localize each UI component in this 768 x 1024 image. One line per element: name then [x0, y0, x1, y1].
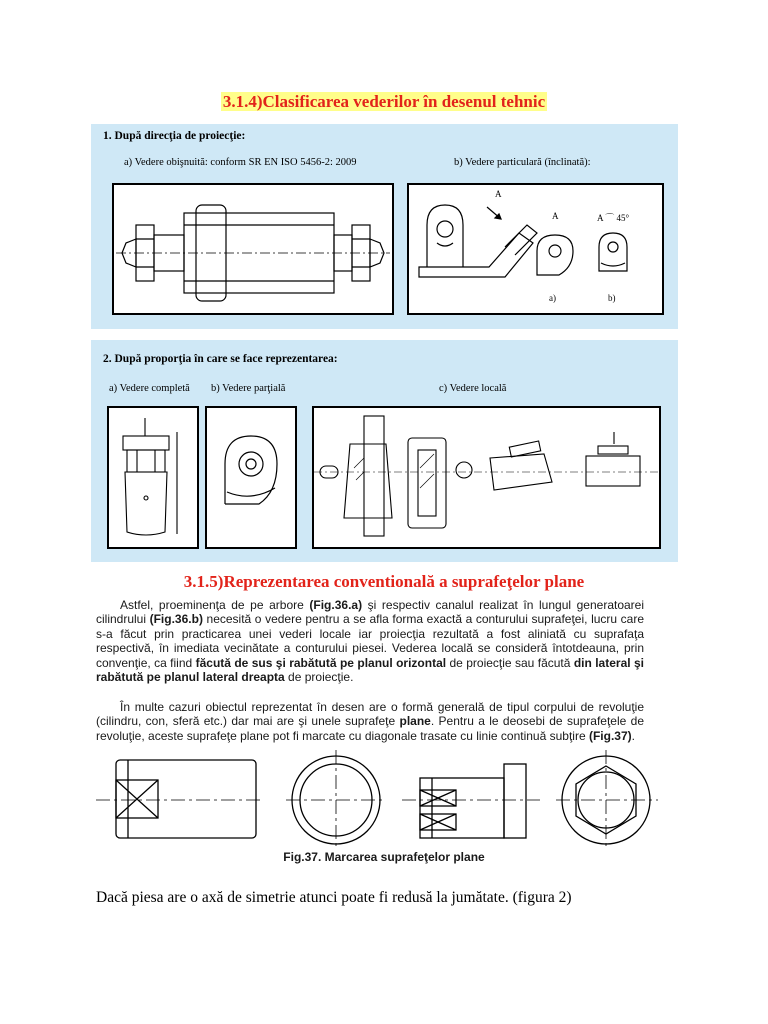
para2-bold-1: plane — [399, 714, 431, 729]
inclined-view-drawing — [409, 185, 662, 313]
paragraph-local-view — [96, 598, 644, 684]
para1-text-1: Astfel, proeminenţa de pe arbore — [120, 598, 310, 612]
paragraph-plane-surfaces — [96, 700, 644, 743]
panel-title: 2. După proporţia în care se face reprezentarea: — [103, 353, 338, 365]
section-heading-views — [0, 92, 768, 112]
figure-37-drawing — [94, 750, 660, 848]
para2-text-3: . — [631, 728, 635, 743]
drawing-frame-ordinary-view — [112, 183, 394, 315]
view-arrow-label: A — [495, 189, 502, 199]
para1-text-5: de proiecţie. — [284, 670, 354, 685]
label-complete-view: a) Vedere completă — [109, 383, 190, 394]
shaft-drawing — [114, 185, 392, 313]
para2-text-1: În multe cazuri obiectul reprezentat în desen are o formă generală de tipul corpului de revoluţie (cilindru, con, sferă etc.) dar mai are şi unele suprafeţe — [96, 700, 644, 729]
view-a-label: A — [552, 211, 559, 221]
panel-projection-direction — [91, 124, 678, 329]
subfig-a-label: a) — [549, 293, 556, 303]
para1-text-4: de proiecţie sau făcută — [446, 655, 574, 670]
drawing-frame-local-view — [312, 406, 661, 549]
para1-bold-1: (Fig.36.a) — [309, 598, 363, 612]
label-local-view: c) Vedere locală — [439, 383, 507, 394]
para1-bold-3: făcută de sus şi rabătută pe planul orizontal — [195, 655, 447, 670]
partial-view-drawing — [207, 408, 295, 547]
drawing-frame-complete-view — [107, 406, 199, 549]
section-heading-plane-surfaces: 3.1.5)Reprezentarea conventională a suprafeţelor plane — [183, 572, 585, 591]
panel-title: 1. După direcţia de proiecţie: — [103, 130, 246, 142]
section-heading-text: 3.1.4)Clasificarea vederilor în desenul tehnic — [222, 92, 546, 111]
para1-text-3: necesită o vedere pentru a se afla forma exactă a conturului suprafeţei, lucru care s-a făcut prin practicarea unei vederi locale iar proiecţia rezultată a fost aliniată cu suprafaţa respectivă, în imediata vecinătate a conturului piesei. Vederea locală se consideră întotdeauna, prin convenţie, ca fiind — [96, 612, 645, 670]
para1-bold-2: (Fig.36.b) — [149, 612, 203, 627]
figure-37-caption: Fig.37. Marcarea suprafeţelor plane — [283, 850, 485, 864]
label-particular-view: b) Vedere particulară (înclinată): — [454, 157, 591, 168]
para1-bold-4: din lateral şi rabătută pe planul lateral dreapta — [96, 655, 644, 685]
label-partial-view: b) Vedere parţială — [211, 383, 286, 394]
local-view-drawing — [314, 408, 659, 547]
panel-representation-proportion — [91, 340, 678, 562]
body-text-symmetry: Dacă piesa are o axă de simetrie atunci poate fi redusă la jumătate. (figura 2) — [96, 889, 572, 906]
para2-bold-2: (Fig.37) — [588, 728, 632, 743]
view-a-rot-label: A ⌒ 45° — [597, 213, 630, 223]
drawing-frame-particular-view — [407, 183, 664, 315]
drawing-frame-partial-view — [205, 406, 297, 549]
para2-text-2: . Pentru a le deosebi de suprafeţele de revoluţie, aceste suprafeţe plane pot fi marcate cu diagonale trasate cu linie continuă subţire — [96, 714, 645, 743]
subfig-b-label: b) — [608, 293, 616, 303]
para1-text-2: şi respectiv canalul realizat în lungul generatoarei cilindrului — [96, 598, 645, 627]
label-ordinary-view: a) Vedere obişnuită: conform SR EN ISO 5456-2: 2009 — [124, 157, 357, 168]
complete-view-drawing — [109, 408, 197, 547]
